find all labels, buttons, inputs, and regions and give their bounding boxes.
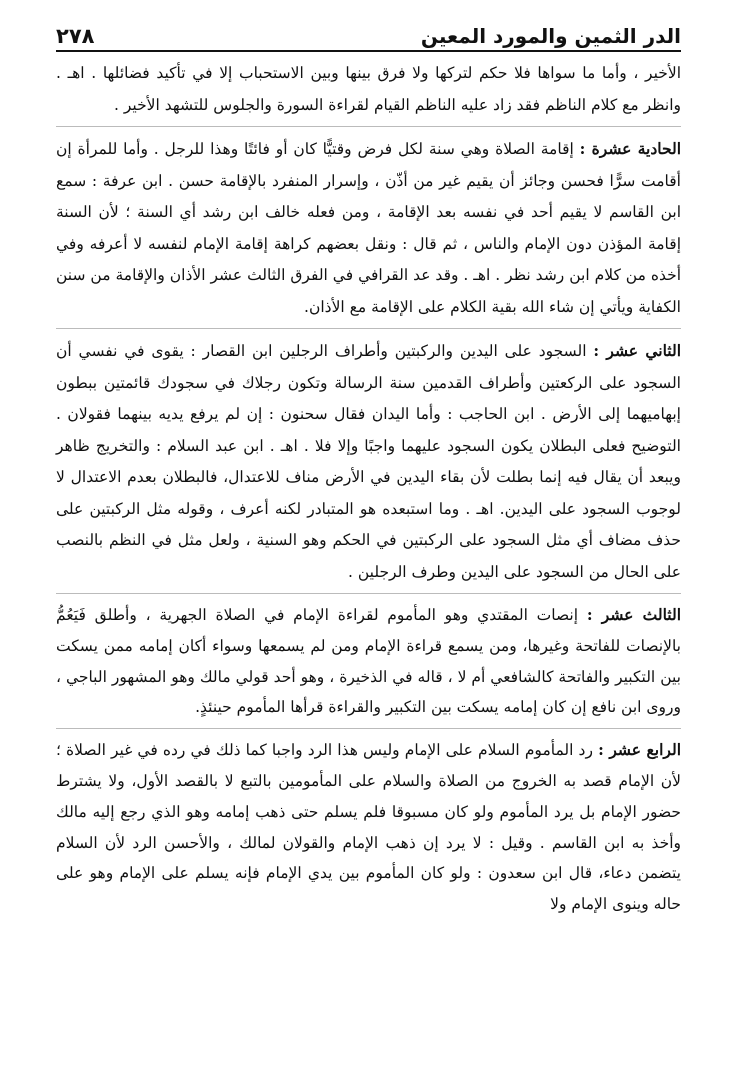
paragraph-twelfth [56,335,681,588]
paragraph-text: إقامة الصلاة وهي سنة لكل فرض وقتيًّا كان أو فائتًا وهذا للرجل . وأما للمرأة إن أقامت سرًّا فحسن وجائز أن يقيم غير من أذّن ، وإسرار المنفرد بالإقامة حسن . ابن عرفة : سمع ابن القاسم لا يقيم أحد في نفسه بعد الإقامة ، ومن فعله خالف ابن رشد أي السنة ؛ لأن السنة إقامة المؤذن دون الإمام والناس ، ثم قال : ونقل بعضهم كراهة إقامة الإمام لنفسه لا أعرفه وفي أخذه من كلام ابن رشد نظر . اهـ . وقد عد القرافي في الفرق الثالث عشر الأذان والإقامة من سنن الكفاية ويأتي إن شاء الله بقية الكلام على الإقامة مع الأذان. [56,140,681,316]
paragraph-text: الأخير ، وأما ما سواها فلا حكم لتركها ولا فرق بينها وبين الاستحباب إلا في تأكيد فضائلها . اهـ . وانظر مع كلام الناظم فقد زاد عليه الناظم القيام لقراءة السورة والجلوس للتشهد الأخير . [56,64,681,114]
section-divider [56,126,681,127]
paragraph-heading: الرابع عشر : [598,740,682,760]
paragraph-continuation [56,58,681,121]
paragraph-eleventh [56,133,681,323]
page-number: ٢٧٨ [56,24,95,48]
section-divider [56,728,681,729]
book-title: الدر الثمين والمورد المعين [420,24,681,48]
running-header [56,0,681,52]
paragraph-text: رد المأموم السلام على الإمام وليس هذا الرد واجبا كما ذلك في رده في غير الصلاة ؛ لأن الإمام قصد به الخروج من الصلاة والسلام على المأمومين بالتبع لا بالقصد الأول، ولا يشترط حضور الإمام بل يرد المأموم ولو كان مسبوقا فلم يسلم حتى ذهب إمامه وهو الذي رجع إليه مالك وأخذ به ابن القاسم . وقيل : لا يرد إن ذهب الإمام والقولان لمالك ، والأحسن الرد لأن السلام يتضمن دعاء، قال ابن سعدون : ولو كان المأموم بين يدي الإمام فإنه يسلم على الإمام وهو على حاله وينوى الإمام ولا [56,741,681,914]
paragraph-text: إنصات المقتدي وهو المأموم لقراءة الإمام في الصلاة الجهرية ، وأطلق فَيَعُمُّ بالإنصات للفاتحة وغيرها، ومن يسمع قراءة الإمام ومن لم يسمعها وسواء أكان إمامه ممن يسكت بين التكبير والفاتحة كالشافعي أم لا ، قاله في الذخيرة ، وهو أحد قولي مالك وهو المشهور الباجي ، وروى ابن نافع إن كان إمامه يسكت بين التكبير والقراءة قرأها المأموم حينئذٍ. [56,606,681,717]
paragraph-heading: الثالث عشر : [586,605,682,624]
paragraph-thirteenth [56,600,681,723]
paragraph-heading: الثاني عشر : [593,341,681,360]
section-divider [56,328,681,329]
paragraph-text: السجود على اليدين والركبتين وأطراف الرجلين ابن القصار : يقوى في نفسي أن السجود على الركعتين وأطراف القدمين سنة الرسالة وتكون رجلاك في سجودك قائمتين ببطون إبهاميهما إلى الأرض . ابن الحاجب : وأما اليدان فقال سحنون : إن لم يرفع يديه بينهما فقولان . التوضيح فعلى البطلان يكون السجود عليهما واجبًا وإلا فلا . اهـ . ابن عبد السلام : والتخريج ظاهر ويبعد أن يقال فيه إنما بطلت لأن بقاء اليدين في الأرض مناف للاعتدال، فالبطلان بعدم الاعتدال لا لوجوب السجود على اليدين. اهـ . وما استبعده هو المتبادر لكنه أعرف ، وقوله مثل الركبتين على حذف مضاف أي مثل السجود على الركبتين في الحكم وهو السنية ، ولعل مثل في النظم بالنصب على الحال من السجود على اليدين وطرف الرجلين . [56,342,681,581]
paragraph-heading: الحادية عشرة : [579,139,681,158]
section-divider [56,593,681,594]
paragraph-fourteenth [56,735,681,920]
